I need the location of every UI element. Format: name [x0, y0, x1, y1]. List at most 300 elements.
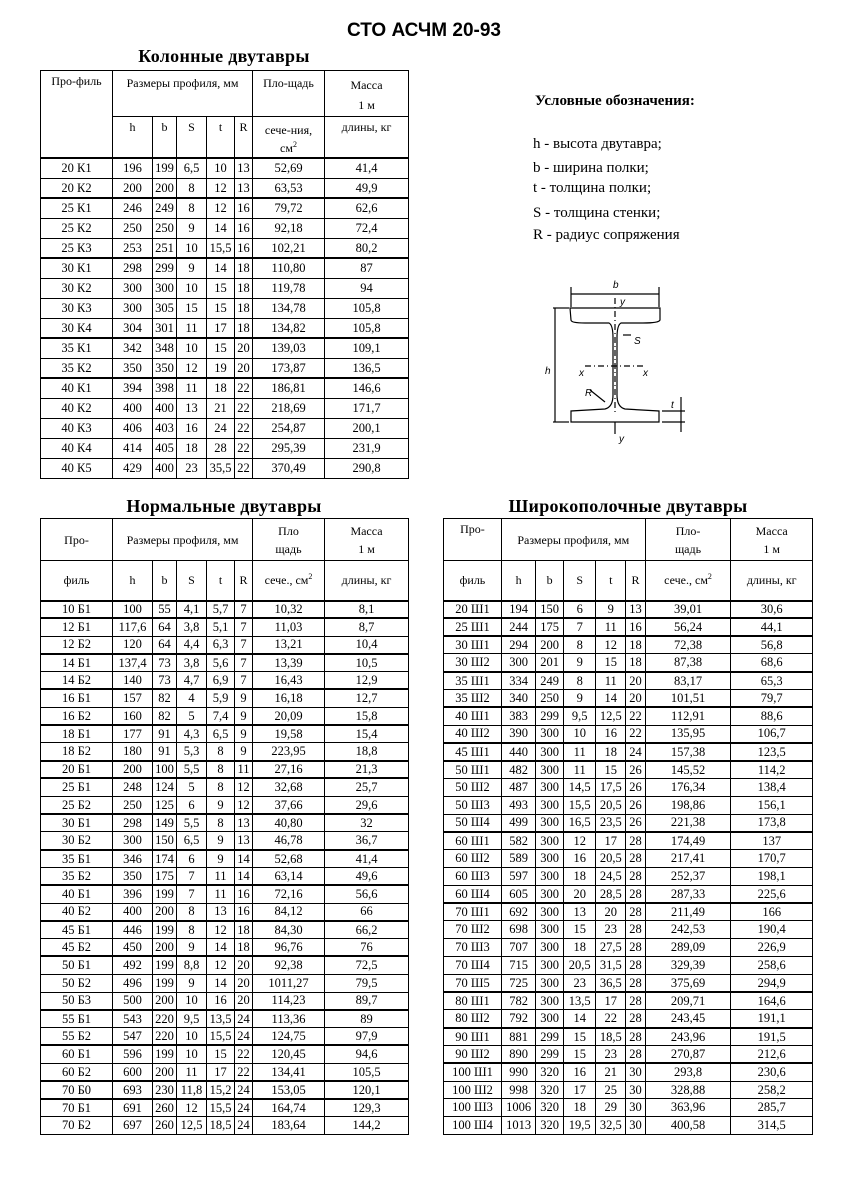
- h-cell: 500: [113, 992, 153, 1010]
- t-cell: 14: [207, 939, 235, 957]
- r-cell: 13: [626, 601, 645, 619]
- h-cell: 100: [113, 601, 153, 619]
- table-row: [41, 278, 409, 298]
- table-row: [41, 378, 409, 398]
- row-group: [41, 814, 409, 850]
- mass-cell: 41,4: [325, 158, 409, 178]
- s-cell: 5,5: [177, 761, 207, 779]
- header-mass-line1: Масса: [350, 523, 383, 538]
- table-row: [444, 743, 813, 761]
- h-cell: 782: [501, 992, 535, 1010]
- b-cell: 300: [536, 867, 564, 885]
- r-cell: 16: [235, 198, 253, 218]
- h-cell: 440: [501, 743, 535, 761]
- profile-cell: 30 К2: [41, 278, 113, 298]
- r-cell: 28: [626, 867, 645, 885]
- b-cell: 299: [153, 258, 177, 278]
- profile-cell: 50 Б2: [41, 974, 113, 992]
- area-cell: 10,32: [253, 601, 325, 619]
- profile-cell: 35 Ш2: [444, 689, 502, 707]
- s-cell: 7: [177, 885, 207, 903]
- h-cell: 304: [113, 318, 153, 338]
- col-header: t: [207, 561, 235, 601]
- diagram-label-y: y: [620, 297, 625, 308]
- table-row: [41, 1045, 409, 1063]
- h-cell: 547: [113, 1028, 153, 1046]
- b-cell: 91: [153, 743, 177, 761]
- profile-cell: 100 Ш1: [444, 1063, 502, 1081]
- table-row: [444, 796, 813, 814]
- row-group: [41, 258, 409, 338]
- b-cell: 300: [536, 832, 564, 850]
- header-mass-line1: Масса: [350, 78, 383, 92]
- s-cell: 19,5: [564, 1117, 596, 1135]
- mass-cell: 97,9: [325, 1028, 409, 1046]
- r-cell: 7: [235, 672, 253, 690]
- b-cell: 348: [153, 338, 177, 358]
- header-area-label: сече., см: [664, 573, 708, 588]
- header-mass-top: [325, 519, 409, 561]
- s-cell: 8: [177, 178, 207, 198]
- header-mass-bottom: длины, кг: [325, 117, 409, 159]
- row-group: [444, 601, 813, 619]
- t-cell: 8: [207, 761, 235, 779]
- h-cell: 180: [113, 743, 153, 761]
- mass-cell: 87: [325, 258, 409, 278]
- h-cell: 693: [113, 1081, 153, 1099]
- area-cell: 135,95: [645, 725, 731, 743]
- header-sizes: Размеры профиля, мм: [113, 71, 253, 117]
- row-group: [41, 338, 409, 378]
- b-cell: 73: [153, 654, 177, 672]
- t-cell: 8: [207, 814, 235, 832]
- h-cell: 298: [113, 814, 153, 832]
- mass-cell: 32: [325, 814, 409, 832]
- mass-cell: 231,9: [325, 438, 409, 458]
- h-cell: 298: [113, 258, 153, 278]
- profile-cell: 55 Б1: [41, 1010, 113, 1028]
- area-cell: 295,39: [253, 438, 325, 458]
- h-cell: 1006: [501, 1099, 535, 1117]
- b-cell: 64: [153, 618, 177, 636]
- h-cell: 350: [113, 358, 153, 378]
- kolonnye-title: Колонные двутавры: [138, 46, 310, 66]
- profile-cell: 20 К2: [41, 178, 113, 198]
- area-cell: 72,16: [253, 885, 325, 903]
- area-cell: 134,41: [253, 1063, 325, 1081]
- b-cell: 55: [153, 601, 177, 619]
- area-cell: 20,09: [253, 707, 325, 725]
- s-cell: 15,5: [564, 796, 596, 814]
- mass-cell: 15,8: [325, 707, 409, 725]
- profile-cell: 60 Ш1: [444, 832, 502, 850]
- r-cell: 28: [626, 921, 645, 939]
- row-group: [444, 672, 813, 708]
- table-row: [444, 850, 813, 868]
- table-row: [41, 832, 409, 850]
- profile-cell: 16 Б1: [41, 689, 113, 707]
- b-cell: 82: [153, 689, 177, 707]
- area-cell: 101,51: [645, 689, 731, 707]
- profile-cell: 90 Ш2: [444, 1045, 502, 1063]
- header-mass-line1: Масса: [755, 523, 788, 538]
- area-cell: 134,82: [253, 318, 325, 338]
- diagram-label-s: S: [634, 336, 641, 347]
- b-cell: 175: [536, 618, 564, 636]
- r-cell: 20: [235, 974, 253, 992]
- s-cell: 6: [177, 850, 207, 868]
- table-row: [444, 885, 813, 903]
- t-cell: 5,7: [207, 601, 235, 619]
- t-cell: 6,3: [207, 636, 235, 654]
- r-cell: 30: [626, 1099, 645, 1117]
- table-row: [41, 258, 409, 278]
- table-row: [41, 358, 409, 378]
- area-cell: 87,38: [645, 654, 731, 672]
- profile-cell: 18 Б2: [41, 743, 113, 761]
- table-row: [444, 1081, 813, 1099]
- h-cell: 194: [501, 601, 535, 619]
- row-group: [41, 1081, 409, 1099]
- r-cell: 20: [235, 956, 253, 974]
- s-cell: 11: [564, 761, 596, 779]
- r-cell: 12: [235, 796, 253, 814]
- profile-cell: 40 К2: [41, 398, 113, 418]
- table-row: [41, 618, 409, 636]
- area-cell: 164,74: [253, 1099, 325, 1117]
- col-header: S: [177, 561, 207, 601]
- table-row: [444, 1045, 813, 1063]
- b-cell: 300: [153, 278, 177, 298]
- area-cell: 32,68: [253, 778, 325, 796]
- b-cell: 220: [153, 1010, 177, 1028]
- header-sizes: Размеры профиля, мм: [113, 519, 253, 561]
- t-cell: 18: [596, 743, 626, 761]
- profile-cell: 45 Б1: [41, 921, 113, 939]
- s-cell: 20: [564, 885, 596, 903]
- h-cell: 390: [501, 725, 535, 743]
- b-cell: 300: [536, 1010, 564, 1028]
- r-cell: 26: [626, 814, 645, 832]
- h-cell: 589: [501, 850, 535, 868]
- area-cell: 217,41: [645, 850, 731, 868]
- area-cell: 243,96: [645, 1028, 731, 1046]
- t-cell: 11: [207, 885, 235, 903]
- mass-cell: 164,6: [731, 992, 813, 1010]
- t-cell: 20,5: [596, 796, 626, 814]
- s-cell: 12: [564, 832, 596, 850]
- h-cell: 596: [113, 1045, 153, 1063]
- legend-line: b - ширина полки;: [533, 160, 649, 176]
- b-cell: 398: [153, 378, 177, 398]
- area-cell: 63,53: [253, 178, 325, 198]
- area-cell: 375,69: [645, 974, 731, 992]
- t-cell: 6,5: [207, 725, 235, 743]
- row-group: [41, 778, 409, 814]
- table-row: [41, 318, 409, 338]
- t-cell: 36,5: [596, 974, 626, 992]
- b-cell: 300: [536, 956, 564, 974]
- area-cell: 124,75: [253, 1028, 325, 1046]
- r-cell: 13: [235, 158, 253, 178]
- mass-cell: 94: [325, 278, 409, 298]
- t-cell: 31,5: [596, 956, 626, 974]
- header-area-sup: 2: [292, 140, 297, 149]
- t-cell: 12,5: [596, 707, 626, 725]
- row-group: [444, 707, 813, 743]
- mass-cell: 88,6: [731, 707, 813, 725]
- table-row: [444, 778, 813, 796]
- mass-cell: 136,5: [325, 358, 409, 378]
- table-row: [444, 992, 813, 1010]
- h-cell: 600: [113, 1063, 153, 1081]
- r-cell: 7: [235, 636, 253, 654]
- h-cell: 707: [501, 939, 535, 957]
- table-row: [444, 689, 813, 707]
- col-header: h: [113, 117, 153, 159]
- b-cell: 300: [536, 921, 564, 939]
- area-cell: 134,78: [253, 298, 325, 318]
- area-cell: 27,16: [253, 761, 325, 779]
- s-cell: 15: [564, 1028, 596, 1046]
- area-cell: 52,68: [253, 850, 325, 868]
- table-row: [444, 636, 813, 654]
- area-cell: 72,38: [645, 636, 731, 654]
- h-cell: 715: [501, 956, 535, 974]
- s-cell: 9: [177, 218, 207, 238]
- mass-cell: 137: [731, 832, 813, 850]
- row-group: [41, 689, 409, 725]
- b-cell: 251: [153, 238, 177, 258]
- r-cell: 24: [235, 1099, 253, 1117]
- t-cell: 5,6: [207, 654, 235, 672]
- h-cell: 496: [113, 974, 153, 992]
- t-cell: 17: [596, 992, 626, 1010]
- b-cell: 300: [536, 992, 564, 1010]
- mass-cell: 12,7: [325, 689, 409, 707]
- h-cell: 383: [501, 707, 535, 725]
- r-cell: 13: [235, 832, 253, 850]
- area-cell: 37,66: [253, 796, 325, 814]
- t-cell: 15,2: [207, 1081, 235, 1099]
- mass-cell: 226,9: [731, 939, 813, 957]
- profile-cell: 20 Б1: [41, 761, 113, 779]
- area-cell: 174,49: [645, 832, 731, 850]
- header-area-sup: 2: [707, 572, 712, 582]
- b-cell: 64: [153, 636, 177, 654]
- mass-cell: 285,7: [731, 1099, 813, 1117]
- table-row: [444, 814, 813, 832]
- mass-cell: 105,5: [325, 1063, 409, 1081]
- table-row: [41, 178, 409, 198]
- row-group: [444, 903, 813, 992]
- r-cell: 28: [626, 1045, 645, 1063]
- h-cell: 792: [501, 1010, 535, 1028]
- r-cell: 9: [235, 743, 253, 761]
- h-cell: 582: [501, 832, 535, 850]
- b-cell: 174: [153, 850, 177, 868]
- profile-cell: 30 Ш2: [444, 654, 502, 672]
- table-row: [444, 903, 813, 921]
- b-cell: 125: [153, 796, 177, 814]
- profile-cell: 50 Б3: [41, 992, 113, 1010]
- b-cell: 260: [153, 1117, 177, 1135]
- row-group: [41, 601, 409, 619]
- mass-cell: 62,6: [325, 198, 409, 218]
- r-cell: 16: [235, 218, 253, 238]
- t-cell: 15,5: [207, 238, 235, 258]
- t-cell: 15: [207, 338, 235, 358]
- r-cell: 9: [235, 707, 253, 725]
- table-row: [444, 1117, 813, 1135]
- t-cell: 9: [207, 796, 235, 814]
- area-cell: 186,81: [253, 378, 325, 398]
- r-cell: 30: [626, 1081, 645, 1099]
- s-cell: 11: [177, 318, 207, 338]
- profile-cell: 30 К3: [41, 298, 113, 318]
- h-cell: 160: [113, 707, 153, 725]
- r-cell: 12: [235, 778, 253, 796]
- col-header: h: [501, 561, 535, 601]
- col-header: b: [536, 561, 564, 601]
- s-cell: 10: [177, 338, 207, 358]
- s-cell: 10: [177, 1028, 207, 1046]
- b-cell: 300: [536, 778, 564, 796]
- t-cell: 15: [596, 654, 626, 672]
- h-cell: 450: [113, 939, 153, 957]
- h-cell: 698: [501, 921, 535, 939]
- t-cell: 12: [207, 921, 235, 939]
- area-cell: 370,49: [253, 458, 325, 478]
- area-cell: 329,39: [645, 956, 731, 974]
- header-profile-bottom: филь: [41, 561, 113, 601]
- h-cell: 692: [501, 903, 535, 921]
- area-cell: 287,33: [645, 885, 731, 903]
- table-row: [41, 778, 409, 796]
- h-cell: 990: [501, 1063, 535, 1081]
- s-cell: 7: [564, 618, 596, 636]
- h-cell: 250: [113, 218, 153, 238]
- t-cell: 9: [207, 850, 235, 868]
- mass-cell: 10,4: [325, 636, 409, 654]
- header-area-label: сече., см: [264, 573, 309, 588]
- b-cell: 199: [153, 956, 177, 974]
- s-cell: 16: [177, 418, 207, 438]
- t-cell: 17: [207, 1063, 235, 1081]
- mass-cell: 212,6: [731, 1045, 813, 1063]
- r-cell: 14: [235, 867, 253, 885]
- t-cell: 9: [207, 832, 235, 850]
- profile-cell: 12 Б1: [41, 618, 113, 636]
- table-row: [41, 398, 409, 418]
- profile-cell: 35 Б1: [41, 850, 113, 868]
- legend-title: Условные обозначения:: [535, 93, 695, 109]
- h-cell: 543: [113, 1010, 153, 1028]
- t-cell: 13: [207, 903, 235, 921]
- row-group: [41, 654, 409, 690]
- header-sizes: Размеры профиля, мм: [501, 519, 645, 561]
- r-cell: 11: [235, 761, 253, 779]
- table-row: [41, 974, 409, 992]
- mass-cell: 89: [325, 1010, 409, 1028]
- s-cell: 23: [177, 458, 207, 478]
- r-cell: 18: [626, 636, 645, 654]
- s-cell: 4,1: [177, 601, 207, 619]
- area-cell: 223,95: [253, 743, 325, 761]
- h-cell: 250: [113, 796, 153, 814]
- h-cell: 346: [113, 850, 153, 868]
- area-cell: 92,18: [253, 218, 325, 238]
- b-cell: 220: [153, 1028, 177, 1046]
- t-cell: 10: [207, 158, 235, 178]
- area-cell: 102,21: [253, 238, 325, 258]
- header-area-unit: см: [280, 141, 293, 155]
- col-header: h: [113, 561, 153, 601]
- mass-cell: 191,5: [731, 1028, 813, 1046]
- mass-cell: 230,6: [731, 1063, 813, 1081]
- t-cell: 21: [207, 398, 235, 418]
- r-cell: 24: [235, 1010, 253, 1028]
- profile-cell: 40 К3: [41, 418, 113, 438]
- h-cell: 200: [113, 178, 153, 198]
- s-cell: 9: [564, 654, 596, 672]
- t-cell: 35,5: [207, 458, 235, 478]
- profile-cell: 50 Б1: [41, 956, 113, 974]
- b-cell: 300: [536, 885, 564, 903]
- h-cell: 120: [113, 636, 153, 654]
- area-cell: 52,69: [253, 158, 325, 178]
- diagram-label-h: h: [545, 366, 551, 377]
- s-cell: 15: [564, 1045, 596, 1063]
- t-cell: 14: [207, 258, 235, 278]
- area-cell: 176,34: [645, 778, 731, 796]
- profile-cell: 90 Ш1: [444, 1028, 502, 1046]
- diagram-label-x-left: x: [579, 368, 584, 379]
- t-cell: 12: [207, 178, 235, 198]
- table-row: [41, 198, 409, 218]
- s-cell: 4,4: [177, 636, 207, 654]
- r-cell: 22: [235, 458, 253, 478]
- t-cell: 7,4: [207, 707, 235, 725]
- r-cell: 24: [235, 1028, 253, 1046]
- t-cell: 25: [596, 1081, 626, 1099]
- table-row: [444, 974, 813, 992]
- mass-cell: 123,5: [731, 743, 813, 761]
- s-cell: 9: [177, 974, 207, 992]
- b-cell: 300: [536, 974, 564, 992]
- r-cell: 13: [235, 178, 253, 198]
- profile-cell: 30 К1: [41, 258, 113, 278]
- s-cell: 13,5: [564, 992, 596, 1010]
- table-row: [41, 956, 409, 974]
- b-cell: 405: [153, 438, 177, 458]
- table-row: [444, 956, 813, 974]
- r-cell: 22: [626, 707, 645, 725]
- profile-cell: 45 Ш1: [444, 743, 502, 761]
- legend-line: S - толщина стенки;: [533, 205, 661, 221]
- header-area-sup: 2: [308, 572, 313, 582]
- legend-line: h - высота двутавра;: [533, 136, 662, 152]
- b-cell: 400: [153, 398, 177, 418]
- s-cell: 5,5: [177, 814, 207, 832]
- profile-cell: 50 Ш1: [444, 761, 502, 779]
- table-row: [444, 761, 813, 779]
- t-cell: 20,5: [596, 850, 626, 868]
- mass-cell: 72,4: [325, 218, 409, 238]
- mass-cell: 314,5: [731, 1117, 813, 1135]
- h-cell: 253: [113, 238, 153, 258]
- s-cell: 15: [177, 298, 207, 318]
